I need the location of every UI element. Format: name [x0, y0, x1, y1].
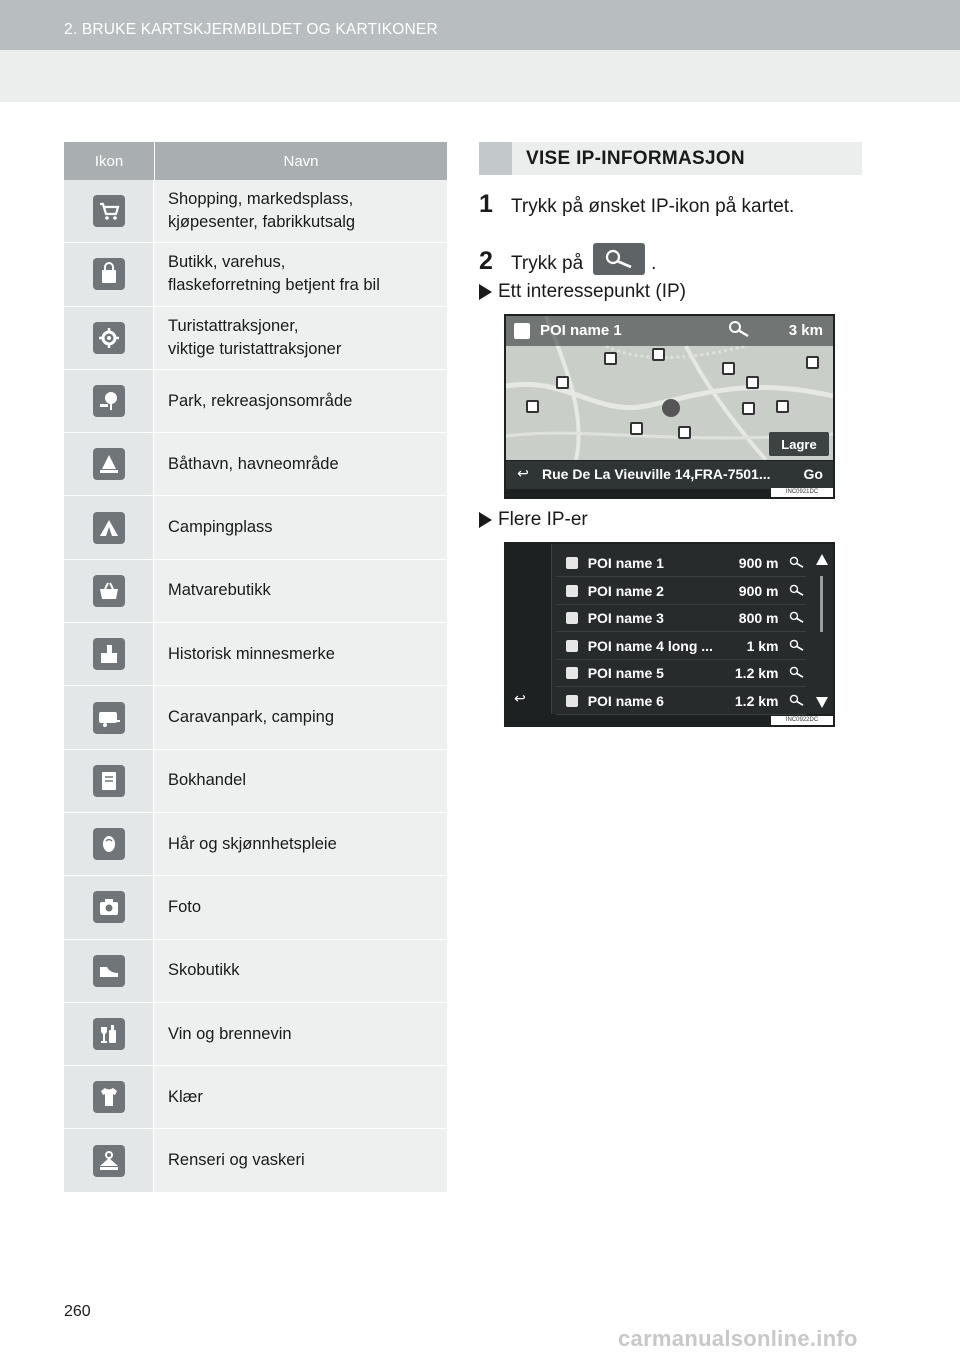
scroll-up-icon: [816, 554, 828, 565]
poi-category-label: Foto: [168, 897, 202, 916]
step-2: [479, 237, 656, 276]
poi-category-label: Park, rekreasjonsområde: [168, 391, 353, 410]
watermark: carmanualsonline.info: [618, 1326, 858, 1351]
poi-address: Rue De La Vieuville 14,FRA-7501...: [542, 466, 771, 482]
caravan-icon: [93, 702, 125, 734]
poi-category-label: Klær: [168, 1087, 203, 1106]
poi-name: POI name 6: [587, 692, 664, 709]
icon-cell: [64, 1003, 154, 1065]
list-item: [556, 578, 806, 605]
map-poi-marker: [630, 422, 643, 435]
icon-cell: [64, 560, 154, 622]
poi-category-icon: [566, 557, 578, 569]
list-item: [556, 605, 806, 632]
hanger-icon: [93, 1145, 125, 1177]
figure-code: INC0922DC: [771, 716, 833, 725]
table-row: [64, 1003, 447, 1066]
icon-cell: [64, 1129, 154, 1191]
icon-cell: [64, 686, 154, 748]
poi-category-label: Butikk, varehus,: [168, 253, 286, 272]
map-poi-marker: [652, 348, 665, 361]
figure-code: INC0921DC: [771, 488, 833, 497]
name-cell: [154, 623, 447, 685]
tent-icon: [93, 512, 125, 544]
icon-cell: [64, 940, 154, 1002]
poi-category-label: Turistattraksjoner,: [168, 316, 299, 335]
map-poi-marker: [526, 400, 539, 413]
single-poi-screenshot: [504, 314, 835, 499]
table-row: [64, 1129, 447, 1192]
scroll-thumb: [820, 576, 823, 632]
poi-name: POI name 1: [540, 322, 622, 339]
poi-category-label: Historisk minnesmerke: [168, 644, 335, 663]
step-number: 1: [479, 190, 493, 218]
magnifier-icon: [788, 584, 806, 598]
section-title: VISE IP-INFORMASJON: [526, 148, 745, 169]
shirt-icon: [93, 1081, 125, 1113]
poi-name: POI name 3: [587, 610, 664, 626]
save-button: Lagre: [769, 432, 829, 456]
list-item: [556, 660, 806, 687]
column-header-icon: Ikon: [94, 152, 124, 170]
poi-category-label: Skobutikk: [168, 961, 240, 980]
table-row: [64, 433, 447, 496]
magnifier-icon: [788, 639, 806, 653]
map-poi-marker: [722, 362, 735, 375]
sightseeing-gear-icon: [93, 322, 125, 354]
table-body: [64, 180, 447, 1193]
poi-category-icon: [514, 323, 530, 339]
address-bar: [506, 461, 833, 489]
poi-category-label: Shopping, markedsplass,: [168, 190, 354, 209]
icon-cell: [64, 1066, 154, 1128]
poi-category-label: Caravanpark, camping: [168, 708, 334, 727]
magnifier-icon: [728, 320, 750, 340]
hair-salon-icon: [93, 828, 125, 860]
sailboat-icon: [93, 448, 125, 480]
table-row: [64, 496, 447, 559]
shopping-cart-icon: [93, 195, 125, 227]
poi-distance: 1 km: [746, 637, 779, 654]
map-poi-marker: [746, 376, 759, 389]
go-button: Go: [803, 466, 823, 482]
poi-distance: 900 m: [738, 555, 779, 571]
step-text-end: .: [651, 253, 657, 274]
map-poi-marker: [742, 402, 755, 415]
name-cell: [154, 1066, 447, 1128]
name-cell: [154, 180, 447, 242]
poi-category-label: kjøpesenter, fabrikkutsalg: [168, 213, 356, 232]
poi-distance: 1.2 km: [734, 665, 779, 681]
poi-category-label: Vin og brennevin: [168, 1024, 292, 1043]
poi-name: POI name 5: [587, 665, 664, 681]
name-cell: [154, 686, 447, 748]
list-item: [556, 633, 806, 660]
page-number: 260: [64, 1303, 91, 1320]
poi-category-label: Båthavn, havneområde: [168, 454, 339, 473]
section-marker: [479, 142, 512, 175]
icon-cell: [64, 243, 154, 305]
poi-name: POI name 1: [587, 555, 664, 571]
column-header-name: Navn: [154, 142, 447, 180]
magnifier-icon: [788, 611, 806, 625]
poi-category-icon: [566, 612, 578, 624]
name-cell: [154, 813, 447, 875]
list-item: [556, 688, 806, 715]
back-arrow-icon: ↩: [517, 465, 529, 481]
poi-list-view: [506, 544, 833, 714]
list-side-panel: [506, 544, 552, 714]
name-cell: [154, 750, 447, 812]
poi-info-bar: [506, 316, 833, 346]
icon-cell: [64, 496, 154, 558]
name-cell: [154, 243, 447, 305]
poi-category-icon: [566, 695, 578, 707]
table-row: [64, 307, 447, 370]
poi-category-label: Bokhandel: [168, 771, 246, 790]
bullet-text: Ett interessepunkt (IP): [498, 281, 686, 302]
poi-category-icon: [566, 640, 578, 652]
magnifier-icon: [605, 249, 633, 269]
icon-cell: [64, 180, 154, 242]
name-cell: [154, 307, 447, 369]
table-header: [64, 142, 447, 180]
poi-distance: 3 km: [788, 322, 823, 339]
header-band: [0, 50, 960, 102]
name-cell: [154, 560, 447, 622]
shopping-bag-icon: [93, 258, 125, 290]
bullet-text: Flere IP-er: [498, 509, 588, 530]
table-row: [64, 623, 447, 686]
name-cell: [154, 940, 447, 1002]
back-arrow-icon: ↩: [514, 690, 526, 706]
icon-cell: [64, 433, 154, 495]
step-text: Trykk på ønsket IP-ikon på kartet.: [511, 196, 795, 217]
icon-cell: [64, 813, 154, 875]
poi-category-label: viktige turistattraksjoner: [168, 339, 342, 358]
poi-category-icon: [566, 667, 578, 679]
poi-category-label: Campingplass: [168, 518, 273, 537]
header-bar: [0, 0, 960, 50]
search-button-illustration: [593, 243, 645, 275]
chapter-title: 2. BRUKE KARTSKJERMBILDET OG KARTIKONER: [64, 21, 438, 38]
bullet-multiple-poi: [479, 509, 588, 531]
scroll-down-icon: [816, 697, 828, 708]
book-icon: [93, 765, 125, 797]
monument-icon: [93, 638, 125, 670]
table-row: [64, 560, 447, 623]
icon-cell: [64, 370, 154, 432]
poi-distance: 900 m: [738, 582, 779, 599]
park-tree-icon: [93, 385, 125, 417]
map-poi-marker: [556, 376, 569, 389]
icon-cell: [64, 307, 154, 369]
poi-category-icon: [566, 585, 578, 597]
map-poi-marker: [604, 352, 617, 365]
multiple-poi-screenshot: [504, 542, 835, 727]
camera-icon: [93, 891, 125, 923]
name-cell: [154, 1129, 447, 1191]
magnifier-icon: [788, 556, 806, 570]
poi-category-label: flaskeforretning betjent fra bil: [168, 276, 380, 295]
table-row: [64, 180, 447, 243]
table-row: [64, 686, 447, 749]
name-cell: [154, 1003, 447, 1065]
map-poi-marker: [678, 426, 691, 439]
poi-category-label: Renseri og vaskeri: [168, 1151, 305, 1170]
scrollbar: [814, 550, 830, 710]
poi-category-label: Matvarebutikk: [168, 581, 271, 600]
section-heading: [479, 142, 862, 175]
icon-cell: [64, 623, 154, 685]
name-cell: [154, 433, 447, 495]
table-row: [64, 813, 447, 876]
poi-name: POI name 4 long ...: [587, 637, 713, 654]
magnifier-icon: [788, 666, 806, 680]
map-view: [506, 316, 833, 460]
name-cell: [154, 876, 447, 938]
icon-cell: [64, 750, 154, 812]
table-row: [64, 243, 447, 306]
grocery-basket-icon: [93, 575, 125, 607]
step-text: Trykk på: [511, 253, 584, 274]
map-poi-marker: [776, 400, 789, 413]
triangle-bullet-icon: [479, 284, 492, 300]
table-row: [64, 1066, 447, 1129]
poi-distance: 800 m: [738, 610, 779, 626]
table-row: [64, 876, 447, 939]
bullet-single-poi: [479, 281, 686, 303]
name-cell: [154, 496, 447, 558]
name-cell: [154, 370, 447, 432]
poi-icon-table: [64, 142, 447, 1193]
map-poi-marker: [806, 356, 819, 369]
poi-distance: 1.2 km: [734, 692, 779, 709]
poi-category-label: Hår og skjønnhetspleie: [168, 834, 337, 853]
icon-cell: [64, 876, 154, 938]
step-1: [479, 190, 794, 219]
list-item: [556, 550, 806, 577]
shoe-icon: [93, 955, 125, 987]
table-row: [64, 370, 447, 433]
triangle-bullet-icon: [479, 512, 492, 528]
step-number: 2: [479, 247, 493, 275]
table-row: [64, 750, 447, 813]
poi-name: POI name 2: [587, 582, 664, 599]
wine-bottle-icon: [93, 1018, 125, 1050]
table-row: [64, 940, 447, 1003]
magnifier-icon: [788, 694, 806, 708]
